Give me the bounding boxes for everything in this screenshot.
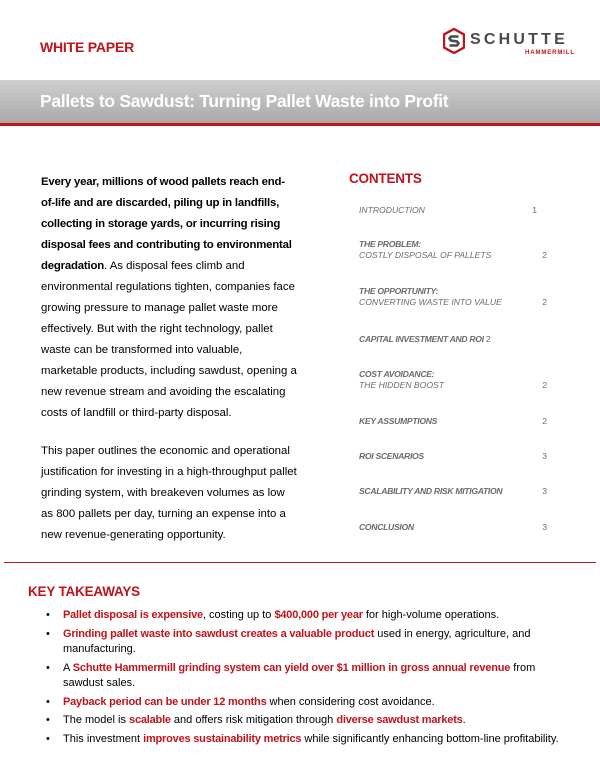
list-item: • Grinding pallet waste into sawdust creates a valuable product used in energy, agriculture, and manufacturing. — [46, 627, 531, 655]
toc-entry-scalability[interactable] — [359, 486, 547, 497]
list-item: • Payback period can be under 12 months when considering cost avoidance. — [46, 695, 576, 711]
bullet-icon: • — [46, 695, 50, 708]
toc-entry-the-problem[interactable] — [359, 239, 547, 261]
toc-page-number: 2 — [542, 250, 547, 260]
toc-entry-title: THE OPPORTUNITY: — [359, 286, 439, 296]
banner-divider — [0, 123, 600, 126]
key-takeaways-heading: KEY TAKEAWAYS — [28, 584, 140, 599]
toc-entry-the-opportunity[interactable] — [359, 286, 547, 308]
toc-entry-subtitle: CONVERTING WASTE INTO VALUE — [359, 297, 502, 307]
toc-entry-capital-investment[interactable] — [359, 334, 547, 345]
hexagon-s-logo-icon — [443, 28, 465, 54]
toc-entry-title: THE PROBLEM: — [359, 239, 421, 249]
intro-lead-text: Every year, millions of wood pallets reach end-of-life and are discarded, piling up in landfills, collecting in storage yards, or incurring rising disposal fees and contributing to environmental degradation — [41, 176, 292, 272]
toc-page-number: 1 — [532, 205, 537, 215]
toc-entry-subtitle: COSTLY DISPOSAL OF PALLETS — [359, 250, 492, 260]
intro-column — [41, 172, 297, 563]
document-type-label: WHITE PAPER — [40, 39, 134, 55]
toc-page-number: 2 — [542, 297, 547, 307]
toc-page-number: 2 — [542, 416, 547, 426]
bullet-icon: • — [46, 732, 50, 745]
toc-entry-title: CAPITAL INVESTMENT AND ROI 2 — [359, 334, 491, 344]
toc-entry-title: ROI SCENARIOS — [359, 451, 424, 461]
toc-entry-introduction[interactable] — [359, 205, 547, 216]
toc-entry-title: SCALABILITY AND RISK MITIGATION — [359, 486, 503, 496]
bullet-icon: • — [46, 714, 50, 726]
schutte-hammermill-logo — [443, 28, 575, 62]
list-item: • Pallet disposal is expensive, costing up to $400,000 per year for high-volume operations. — [46, 608, 576, 624]
toc-entry-title: CONCLUSION — [359, 522, 414, 532]
table-of-contents — [349, 171, 549, 532]
intro-paragraph-1 — [41, 172, 297, 424]
title-banner — [0, 80, 600, 123]
toc-entry-roi-scenarios[interactable] — [359, 451, 547, 462]
toc-entry-title: KEY ASSUMPTIONS — [359, 416, 438, 426]
section-divider — [4, 562, 596, 563]
toc-entry-cost-avoidance[interactable] — [359, 369, 547, 391]
toc-page-number: 3 — [542, 451, 547, 461]
page-title: Pallets to Sawdust: Turning Pallet Waste into Profit — [40, 91, 449, 111]
bullet-icon: • — [46, 661, 50, 674]
key-takeaways-list — [46, 608, 576, 750]
toc-page-number: 3 — [542, 522, 547, 532]
toc-page-number: 3 — [542, 486, 547, 496]
bullet-icon: • — [46, 609, 50, 621]
logo-wordmark: SCHUTTE — [470, 31, 568, 48]
toc-page-number: 2 — [485, 334, 491, 344]
toc-entry-title: COST AVOIDANCE: — [359, 369, 435, 379]
toc-heading: CONTENTS — [349, 171, 422, 186]
intro-body-text: . As disposal fees climb and environmental regulations tighten, companies face growing pressure to manage pallet waste more effectively. But with the right technology, pallet waste can be transformed into valuable, marketable products, including sawdust, opening a new revenue stream and avoiding the escalating costs of landfill or third-party disposal. — [41, 260, 297, 419]
logo-subtitle: HAMMERMILL — [525, 50, 575, 56]
toc-entry-title: INTRODUCTION — [359, 205, 425, 215]
header — [0, 0, 600, 80]
list-item: • This investment improves sustainability metrics while significantly enhancing bottom-line profitability. — [46, 732, 576, 748]
toc-page-number: 2 — [542, 380, 547, 390]
toc-entry-subtitle: THE HIDDEN BOOST — [359, 380, 444, 390]
intro-paragraph-2: This paper outlines the economic and operational justification for investing in a high-throughput pallet grinding system, with breakeven volumes as low as 800 pallets per day, turning an expense into a new revenue-generating opportunity. — [41, 445, 297, 541]
list-item: • A Schutte Hammermill grinding system can yield over $1 million in gross annual revenue from sawdust sales. — [46, 661, 536, 689]
bullet-icon: • — [46, 627, 50, 640]
list-item: • The model is scalable and offers risk mitigation through diverse sawdust markets. — [46, 713, 576, 729]
toc-entry-conclusion[interactable] — [359, 522, 547, 533]
toc-entry-key-assumptions[interactable] — [359, 416, 547, 427]
